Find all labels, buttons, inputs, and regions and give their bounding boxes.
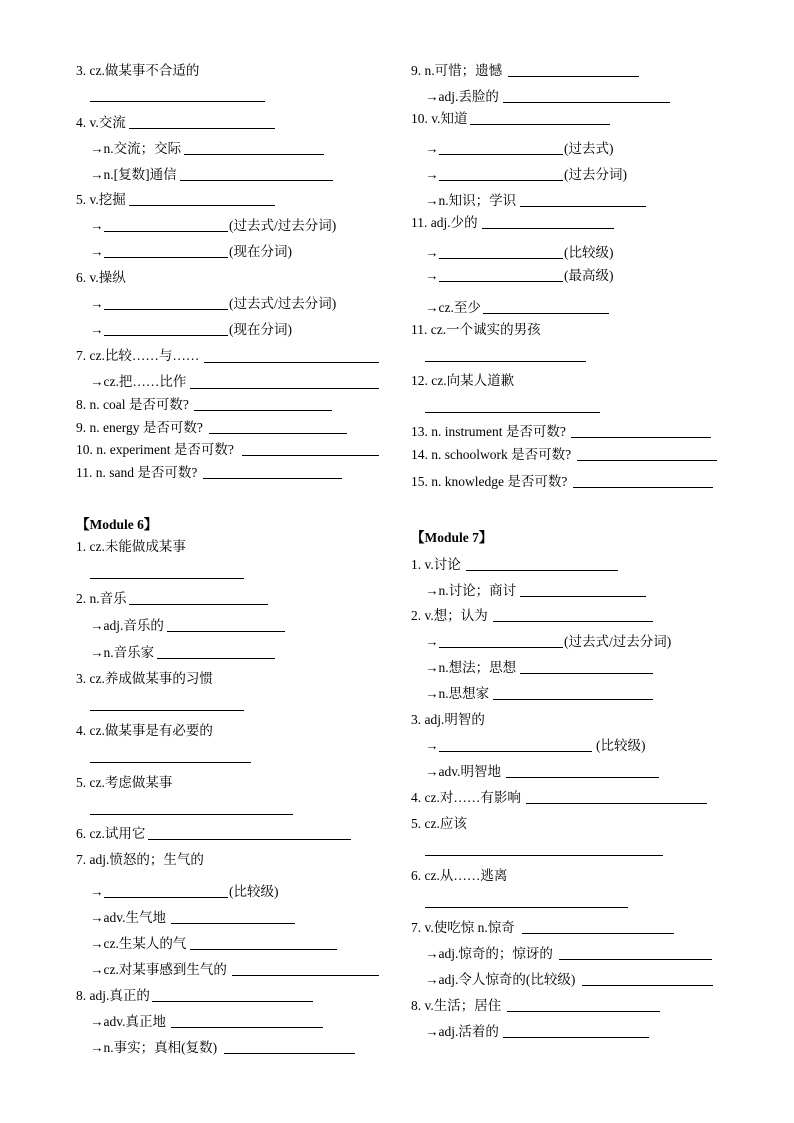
item-text: 3. cz.做某事不合适的 bbox=[76, 63, 200, 78]
answer-blank[interactable] bbox=[180, 180, 333, 181]
item-text: 11. adj.少的 bbox=[411, 215, 478, 230]
answer-blank[interactable] bbox=[184, 154, 324, 155]
answer-blank[interactable] bbox=[167, 631, 285, 632]
item-text: 10. n. experiment 是否可数? bbox=[76, 442, 234, 457]
item-text: →adv.生气地 bbox=[90, 910, 166, 925]
answer-blank[interactable] bbox=[104, 309, 228, 310]
answer-blank[interactable] bbox=[203, 478, 342, 479]
item-text: 8. n. coal 是否可数? bbox=[76, 397, 189, 412]
item-text: (过去式/过去分词) bbox=[229, 218, 337, 233]
item-text: 6. v.操纵 bbox=[76, 270, 126, 285]
answer-blank[interactable] bbox=[171, 1027, 323, 1028]
answer-blank[interactable] bbox=[483, 313, 609, 314]
answer-blank[interactable] bbox=[425, 855, 663, 856]
answer-blank[interactable] bbox=[493, 699, 653, 700]
item-text: →cz.对某事感到生气的 bbox=[90, 962, 227, 977]
answer-blank[interactable] bbox=[242, 455, 379, 456]
answer-blank[interactable] bbox=[571, 437, 711, 438]
item-text: → bbox=[90, 218, 104, 233]
item-text: 3. cz.养成做某事的习惯 bbox=[76, 671, 213, 686]
answer-blank[interactable] bbox=[439, 281, 563, 282]
answer-blank[interactable] bbox=[425, 907, 628, 908]
answer-blank[interactable] bbox=[90, 814, 293, 815]
answer-blank[interactable] bbox=[90, 762, 251, 763]
answer-blank[interactable] bbox=[104, 231, 228, 232]
item-text: → bbox=[425, 141, 439, 156]
item-text: 14. n. schoolwork 是否可数? bbox=[411, 447, 572, 462]
item-text: → bbox=[90, 322, 104, 337]
item-text: →adj.活着的 bbox=[425, 1024, 499, 1039]
item-text: 8. v.生活；居住 bbox=[411, 998, 502, 1013]
item-text: 2. v.想；认为 bbox=[411, 608, 488, 623]
item-text: → bbox=[425, 738, 439, 753]
item-text: (最高级) bbox=[564, 268, 614, 283]
item-text: 8. adj.真正的 bbox=[76, 988, 150, 1003]
item-text: →n.想法；思想 bbox=[425, 660, 517, 675]
answer-blank[interactable] bbox=[104, 897, 228, 898]
item-text: 2. n.音乐 bbox=[76, 591, 127, 606]
answer-blank[interactable] bbox=[526, 803, 707, 804]
answer-blank[interactable] bbox=[439, 258, 563, 259]
answer-blank[interactable] bbox=[506, 777, 659, 778]
item-text: 6. cz.从……逃离 bbox=[411, 868, 508, 883]
answer-blank[interactable] bbox=[503, 1037, 649, 1038]
answer-blank[interactable] bbox=[520, 673, 653, 674]
answer-blank[interactable] bbox=[503, 102, 670, 103]
item-text: → bbox=[425, 245, 439, 260]
item-text: 11. n. sand 是否可数? bbox=[76, 465, 198, 480]
answer-blank[interactable] bbox=[190, 388, 379, 389]
answer-blank[interactable] bbox=[582, 985, 713, 986]
item-text: →cz.生某人的气 bbox=[90, 936, 187, 951]
item-text: 9. n.可惜；遗憾 bbox=[411, 63, 503, 78]
item-text: 5. cz.应该 bbox=[411, 816, 467, 831]
answer-blank[interactable] bbox=[224, 1053, 355, 1054]
item-text: →cz.至少 bbox=[425, 300, 481, 315]
answer-blank[interactable] bbox=[171, 923, 295, 924]
answer-blank[interactable] bbox=[573, 487, 713, 488]
item-text: 5. v.挖掘 bbox=[76, 192, 126, 207]
item-text: →adj.令人惊奇的(比较级) bbox=[425, 972, 576, 987]
item-text: 9. n. energy 是否可数? bbox=[76, 420, 203, 435]
answer-blank[interactable] bbox=[157, 658, 275, 659]
answer-blank[interactable] bbox=[493, 621, 653, 622]
item-text: →n.音乐家 bbox=[90, 645, 155, 660]
answer-blank[interactable] bbox=[520, 206, 646, 207]
item-text: →n.知识；学识 bbox=[425, 193, 517, 208]
item-text: →n.讨论；商讨 bbox=[425, 583, 517, 598]
answer-blank[interactable] bbox=[90, 578, 244, 579]
item-text: 4. v.交流 bbox=[76, 115, 126, 130]
item-text: 1. cz.未能做成某事 bbox=[76, 539, 186, 554]
answer-blank[interactable] bbox=[425, 361, 586, 362]
answer-blank[interactable] bbox=[470, 124, 610, 125]
answer-blank[interactable] bbox=[194, 410, 332, 411]
item-text: 15. n. knowledge 是否可数? bbox=[411, 474, 568, 489]
answer-blank[interactable] bbox=[520, 596, 646, 597]
item-text: (比较级) bbox=[596, 738, 646, 753]
item-text: →adj.惊奇的；惊讶的 bbox=[425, 946, 553, 961]
item-text: (现在分词) bbox=[229, 244, 292, 259]
item-text: → bbox=[425, 167, 439, 182]
answer-blank[interactable] bbox=[104, 257, 228, 258]
item-text: → bbox=[425, 634, 439, 649]
answer-blank[interactable] bbox=[522, 933, 674, 934]
answer-blank[interactable] bbox=[439, 154, 563, 155]
item-text: →adj.丢脸的 bbox=[425, 89, 499, 104]
item-text: →n.事实；真相(复数) bbox=[90, 1040, 218, 1055]
item-text: →adv.真正地 bbox=[90, 1014, 166, 1029]
item-text: (过去式) bbox=[564, 141, 614, 156]
item-text: 7. v.使吃惊 n.惊奇 bbox=[411, 920, 515, 935]
item-text: 4. cz.做某事是有必要的 bbox=[76, 723, 213, 738]
item-text: → bbox=[90, 296, 104, 311]
answer-blank[interactable] bbox=[439, 647, 563, 648]
item-text: (比较级) bbox=[564, 245, 614, 260]
answer-blank[interactable] bbox=[577, 460, 717, 461]
answer-blank[interactable] bbox=[439, 180, 563, 181]
item-text: (过去式/过去分词) bbox=[229, 296, 337, 311]
item-text: 7. cz.比较……与…… bbox=[76, 348, 200, 363]
answer-blank[interactable] bbox=[466, 570, 618, 571]
item-text: 3. adj.明智的 bbox=[411, 712, 485, 727]
item-text: →n.[复数]通信 bbox=[90, 167, 177, 182]
answer-blank[interactable] bbox=[90, 101, 265, 102]
item-text: (比较级) bbox=[229, 884, 279, 899]
answer-blank[interactable] bbox=[129, 128, 275, 129]
answer-blank[interactable] bbox=[129, 604, 268, 605]
item-text: 7. adj.愤怒的；生气的 bbox=[76, 852, 204, 867]
answer-blank[interactable] bbox=[148, 839, 351, 840]
answer-blank[interactable] bbox=[90, 710, 244, 711]
item-text: (过去式/过去分词) bbox=[564, 634, 672, 649]
item-text: 5. cz.考虑做某事 bbox=[76, 775, 173, 790]
answer-blank[interactable] bbox=[204, 362, 379, 363]
item-text: 13. n. instrument 是否可数? bbox=[411, 424, 566, 439]
answer-blank[interactable] bbox=[152, 1001, 313, 1002]
answer-blank[interactable] bbox=[232, 975, 379, 976]
item-text: →n.思想家 bbox=[425, 686, 490, 701]
answer-blank[interactable] bbox=[129, 205, 275, 206]
item-text: →cz.把……比作 bbox=[90, 374, 187, 389]
item-text: (现在分词) bbox=[229, 322, 292, 337]
answer-blank[interactable] bbox=[508, 76, 639, 77]
item-text: →n.交流；交际 bbox=[90, 141, 182, 156]
item-text: 11. cz.一个诚实的男孩 bbox=[411, 322, 541, 337]
item-text: (过去分词) bbox=[564, 167, 627, 182]
answer-blank[interactable] bbox=[507, 1011, 660, 1012]
item-text: 4. cz.对……有影响 bbox=[411, 790, 521, 805]
item-text: 12. cz.向某人道歉 bbox=[411, 373, 515, 388]
answer-blank[interactable] bbox=[425, 412, 600, 413]
item-text: →adj.音乐的 bbox=[90, 618, 164, 633]
item-text: 6. cz.试用它 bbox=[76, 826, 146, 841]
answer-blank[interactable] bbox=[439, 751, 592, 752]
answer-blank[interactable] bbox=[190, 949, 337, 950]
module-heading: 【Module 6】 bbox=[76, 517, 158, 532]
item-text: → bbox=[425, 268, 439, 283]
item-text: → bbox=[90, 244, 104, 259]
module-heading: 【Module 7】 bbox=[411, 530, 493, 545]
item-text: → bbox=[90, 884, 104, 899]
item-text: →adv.明智地 bbox=[425, 764, 501, 779]
answer-blank[interactable] bbox=[209, 433, 347, 434]
answer-blank[interactable] bbox=[559, 959, 712, 960]
item-text: 1. v.讨论 bbox=[411, 557, 461, 572]
answer-blank[interactable] bbox=[104, 335, 228, 336]
item-text: 10. v.知道 bbox=[411, 111, 468, 126]
answer-blank[interactable] bbox=[482, 228, 614, 229]
